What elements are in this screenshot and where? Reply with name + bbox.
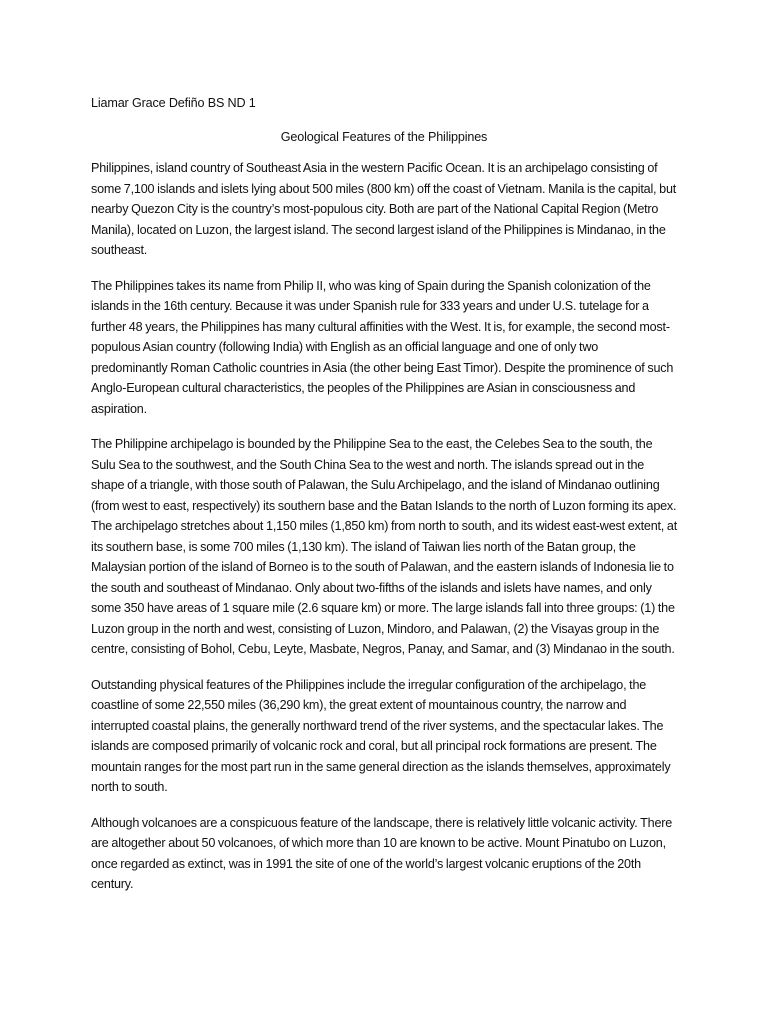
paragraph-volcanoes: Although volcanoes are a conspicuous feature of the landscape, there is relatively little volcanic activity. There are altogether about 50 volcanoes, of which more than 10 are known to be active. Mount Pinatubo on Luzon, once regarded as extinct, was in 1991 the site of one of the world’s largest volcanic eruptions of the 20th century. bbox=[91, 815, 673, 891]
author-line: Liamar Grace Defiño BS ND 1 bbox=[91, 96, 256, 110]
paragraph-physical-features: Outstanding physical features of the Philippines include the irregular configuration of the archipelago, the coastline of some 22,550 miles (36,290 km), the great extent of mountainous country, the narrow and interrupted coastal plains, the generally northward trend of the river systems, and the spectacular lakes. The islands are composed primarily of volcanic rock and coral, but all principal rock formations are present. The mountain ranges for the most part run in the same general direction as the islands themselves, approximately north to south. bbox=[91, 677, 671, 794]
paragraph-geography: The Philippine archipelago is bounded by the Philippine Sea to the east, the Celebes Sea to the south, the Sulu Sea to the southwest, and the South China Sea to the west and north. The islands spread out in the shape of a triangle, with those south of Palawan, the Sulu Archipelago, and the island of Mindanao outlining (from west to east, respectively) its southern base and the Batan Islands to the north of Luzon forming its apex. The archipelago stretches about 1,150 miles (1,850 km) from north to south, and its widest east-west extent, at its southern base, is some 700 miles (1,130 km). The island of Taiwan lies north of the Batan group, the Malaysian portion of the island of Borneo is to the south of Palawan, and the eastern islands of Indonesia lie to the south and southeast of Mindanao. Only about two-fifths of the islands and islets have names, and only some 350 have areas of 1 square mile (2.6 square km) or more. The large islands fall into three groups: (1) the Luzon group in the north and west, consisting of Luzon, Mindoro, and Palawan, (2) the Visayas group in the centre, consisting of Bohol, Cebu, Leyte, Masbate, Negros, Panay, and Samar, and (3) Mindanao in the south. bbox=[91, 437, 678, 656]
paragraph-overview: Philippines, island country of Southeast Asia in the western Pacific Ocean. It is an archipelago consisting of some 7,100 islands and islets lying about 500 miles (800 km) off the coast of Vietnam. Manila is the capital, but nearby Quezon City is the country’s most-populous city. Both are part of the National Capital Region (Metro Manila), located on Luzon, the largest island. The second largest island of the Philippines is Mindanao, in the southeast. bbox=[91, 161, 677, 257]
document-title: Geological Features of the Philippines bbox=[280, 130, 488, 144]
document-body bbox=[91, 93, 677, 910]
paragraph-history: The Philippines takes its name from Philip II, who was king of Spain during the Spanish colonization of the islands in the 16th century. Because it was under Spanish rule for 333 years and under U.S. tutelage for a further 48 years, the Philippines has many cultural affinities with the West. It is, for example, the second most-populous Asian country (following India) with English as an official language and one of only two predominantly Roman Catholic countries in Asia (the other being East Timor). Despite the prominence of such Anglo-European cultural characteristics, the peoples of the Philippines are Asian in consciousness and aspiration. bbox=[91, 278, 674, 416]
